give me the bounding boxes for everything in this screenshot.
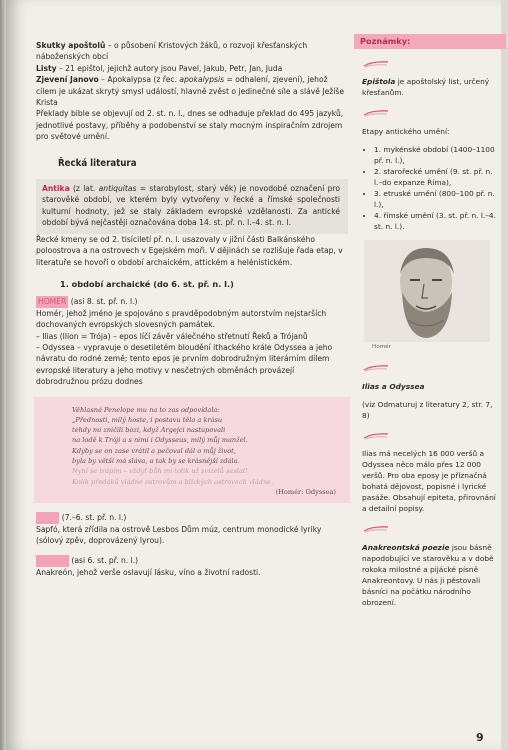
- anakreon-line: Anakreón, jehož verše oslavují lásku, víno a životní radosti.: [36, 567, 261, 577]
- homer-description: Homér, jehož jméno je spojováno s pravděpodobným autorstvím nejstarších dochovaných evropských slovesných památek.: [36, 308, 327, 330]
- page-number: 9: [476, 731, 484, 744]
- pen-icon: [362, 431, 390, 441]
- paragraph-kmeny: Řecké kmeny se od 2. tisíciletí př. n. l. usazovaly v jižní části Balkánského poloostrova a na ostrovech v Egejském moři. V dějinách se rozlišuje řada etap, v literatuře se hovoří o období archaickém, attickém a helénistickém.: [36, 234, 343, 267]
- notes-body: [354, 59, 506, 608]
- list-item: • 2. starořecké umění (9. st. př. n. l.–do expanze Říma),: [374, 166, 498, 188]
- odyssea-quote: [34, 397, 350, 504]
- portrait-caption: Homér: [372, 344, 391, 351]
- textbook-page: [6, 0, 501, 750]
- definition-listy: Listy – 21 epištol, jejichž autory jsou Pavel, Jakub, Petr, Jan, Juda: [36, 63, 283, 73]
- odyssea-line: – Odyssea – vypravuje o desetiletém bloudění ithackého krále Odyssea a jeho návratu do rodné země; tento epos je prvním dobrodružným literárním dílem evropské literatury a jeho motivy v nesčetných obměnách provázejí dobrodružnou prózu dodnes: [36, 342, 333, 387]
- period-subheading: 1. období archaické (do 6. st. př. n. l.): [60, 278, 234, 289]
- notes-header: Poznámky:: [354, 34, 506, 49]
- list-item: • 4. římské umění (3. st. př. n. l.–4. st. n. l.).: [374, 210, 498, 232]
- definition-zjeveni: Zjevení Janovo – Apokalypsa (z řec. apokalypsis = odhalení, zjevení), jehož cílem je ukázat skrytý smysl událostí, hlavně zvěst o jedinečné síle a slávě Ježíše Krista: [36, 75, 344, 108]
- section-heading: Řecká literatura: [58, 157, 137, 169]
- note-ilias-text: Ilias má necelých 16 000 veršů a Odyssea něco málo přes 12 000 veršů. Pro oba eposy je příznačná bohatá dějovost, popisné i lyrické pasáže. Obsahují epiteta, přirovnání a detailní popisy.: [362, 449, 496, 514]
- note-anakreontska: Anakreontská poezie jsou básně napodobující ve starověku a v době rokoka milostné a pijácké písně Anakreontovy. U nás ji pěstovali básníci na počátku národního obrození.: [362, 542, 494, 607]
- homer-portrait: [364, 240, 490, 342]
- note-etapy-title: Etapy antického umění:: [362, 126, 450, 136]
- homer-bust-image: [364, 240, 490, 342]
- anakreon-head: (asi 6. st. př. n. l.): [36, 555, 348, 566]
- sapfo-line: (sólový zpěv, doprovázený lyrou).: [36, 536, 165, 546]
- list-item: • 3. etruské umění (800–100 př. n. l.),: [374, 188, 498, 210]
- antika-definition-box: Antika (z lat. antiquitas = starobylost, starý věk) je novodobé označení pro starověké období, ve kterém byly vytvořeny v řecké a římské společnosti kulturní hodnoty, jež se staly základem evropské vzdělanosti. Za antické období bývá nejčastěji označována doba 14. st. př. n. l.–4. st. n. l.: [36, 179, 348, 234]
- quote-line: na lodě k Tróji a s nimi i Odysseus, milý můj manžel.: [72, 436, 248, 445]
- pen-icon: [362, 363, 390, 373]
- list-item: • 1. mykénské období (1400–1100 př. n. l.),: [374, 144, 498, 166]
- pen-icon: [362, 524, 390, 534]
- homer-line: HOMÉR (asi 8. st. př. n. l.): [38, 297, 138, 307]
- quote-line: byla by větší má sláva, a tak by se krásnější zdála.: [72, 457, 240, 466]
- note-ilias-title: Ilias a Odyssea: [362, 381, 425, 391]
- sapfo-label-bar: [36, 512, 59, 523]
- quote-line: Věhlasná Penelope mu na to zas odpovídala:: [72, 405, 220, 414]
- notes-sidebar: [354, 34, 506, 615]
- pen-icon: [362, 59, 390, 69]
- ilias-line: – Ilias (Ilion = Trója) – epos líčí závěr válečného střetnutí Řeků a Trójanů: [36, 331, 308, 341]
- quote-line: „Přednosti, milý hoste, i postavu těla a krásu: [72, 415, 223, 424]
- quote-line: Kolik předáků vládne ostrovům a blízkých ostrovech vládne.: [72, 477, 274, 486]
- quote-attribution: (Homér: Odyssea): [275, 487, 336, 496]
- quote-line: Kdyby se on zase vrátil a pečoval dál o můj život,: [72, 446, 236, 455]
- definition-skutky: Skutky apoštolů – o působení Kristových žáků, o rozvoji křesťanských náboženských obcí: [36, 41, 308, 62]
- quote-line: tehdy mi zničili bozi, když Argejci nastupovali: [72, 426, 226, 435]
- homer-label: HOMÉR: [38, 297, 67, 307]
- etapy-list: [362, 144, 498, 232]
- anakreon-label-bar: [36, 555, 69, 566]
- paragraph-translations: Překlady bible se objevují od 2. st. n. l., dnes se odhaduje překlad do 495 jazyků, jednotlivé postavy, příběhy a podobenství se staly mocným inspiračním zdrojem pro světové umění.: [36, 109, 344, 142]
- main-column: [36, 40, 348, 578]
- note-epistola: Epištola je apoštolský list, určený křesťanům.: [362, 77, 490, 98]
- sapfo-line: Sapfó, která zřídila na ostrově Lesbos Dům múz, centrum monodické lyriky: [36, 524, 322, 534]
- pen-icon: [362, 108, 390, 118]
- note-ilias-ref: (viz Odmaturuj z literatury 2, str. 7, 8): [362, 399, 493, 420]
- sapfo-head: (7.–6. st. př. n. l.): [36, 512, 348, 523]
- quote-line: Nyní se trápím – vždyť bůh mi tolik už svízelů seslal!: [72, 467, 248, 476]
